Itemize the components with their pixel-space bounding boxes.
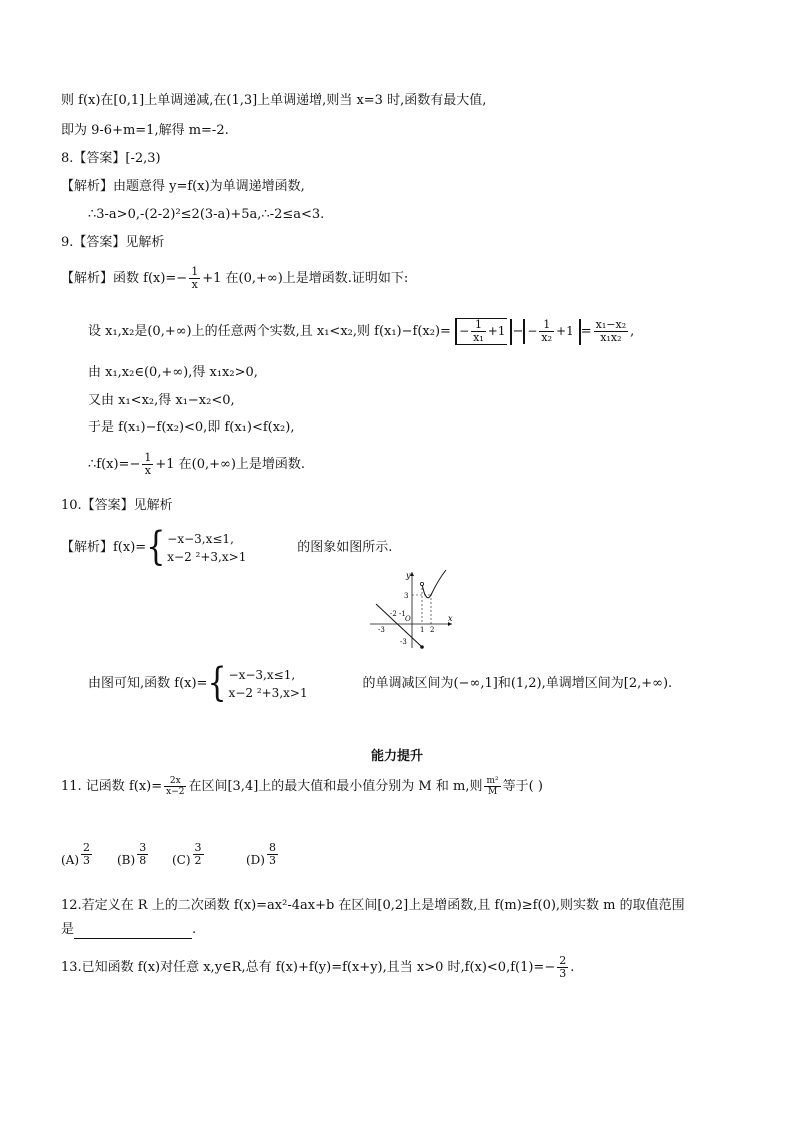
open-point xyxy=(420,582,423,585)
left-brace: { xyxy=(146,524,166,570)
q9-step-3: 又由 x₁<x₂,得 x₁−x₂<0, xyxy=(88,393,235,408)
x-label: x xyxy=(448,614,453,623)
q8-answer: 8.【答案】[-2,3) xyxy=(61,151,161,166)
q10-analysis: 【解析】f(x)={ −x−3,x≤1, x−2 ²+3,x>1 的图象如图所示. xyxy=(61,524,393,570)
q9-step-4: 于是 f(x₁)−f(x₂)<0,即 f(x₁)<f(x₂), xyxy=(88,420,295,435)
q12-stem: 12.若定义在 R 上的二次函数 f(x)=ax²-4ax+b 在区间[0,2]上是增函数,且 f(m)≥f(0),则实数 m 的取值范围 xyxy=(61,898,685,913)
tick-label: 2 xyxy=(430,626,435,634)
q9-step-1: 设 x₁,x₂是(0,+∞)上的任意两个实数,且 x₁<x₂,则 f(x₁)−f(x₂)= − $\frac{1}{\text{x₁}}$ +1 − − $\frac{1}{\text{x₂}}$ +1 = $\frac{\text{x₁−x₂}}{\text{x₁x₂}}$ , xyxy=(88,318,635,344)
q10-answer: 10.【答案】见解析 xyxy=(61,498,173,513)
option-c[interactable]: (C) $\frac{3}{2}$ xyxy=(172,841,202,867)
piecewise-function-graph xyxy=(364,568,456,650)
q9-step-5: ∴f(x)=− $\frac{1}{x}$ +1 在(0,+∞)上是增函数. xyxy=(88,451,306,477)
closed-point xyxy=(420,645,424,649)
text-line: 即为 9-6+m=1,解得 m=-2. xyxy=(61,123,229,138)
q9-answer: 9.【答案】见解析 xyxy=(61,235,165,250)
answer-blank[interactable] xyxy=(74,924,192,939)
fraction: $\frac{\text{x₁−x₂}}{\text{x₁x₂}}$ xyxy=(595,318,627,344)
left-brace: { xyxy=(207,660,227,706)
q9-analysis: 【解析】函数 f(x)=− $\frac{1}{x}$ +1 在(0,+∞)上是增函数.证明如下: xyxy=(61,265,409,291)
fraction: $\frac{1}{x}$ xyxy=(144,451,152,477)
q8-analysis: 【解析】由题意得 y=f(x)为单调递增函数, xyxy=(61,179,305,194)
q10-conclusion: 由图可知,函数 f(x)={ −x−3,x≤1, x−2 ²+3,x>1 的单调减区间为(−∞,1]和(1,2),单调增区间为[2,+∞). xyxy=(88,660,673,706)
parabola-branch xyxy=(422,570,446,598)
q11-stem: 11. 记函数 f(x)= $\frac{2x}{x-2}$ 在区间[3,4]上的最大值和最小值分别为 M 和 m,则 $\frac{\text{m²}}{M}$ 等于( ) xyxy=(61,776,543,797)
option-a[interactable]: (A) $\frac{2}{3}$ xyxy=(61,841,91,867)
option-b[interactable]: (B) $\frac{3}{8}$ xyxy=(117,841,147,867)
tick-label: -2 -1 xyxy=(390,610,406,618)
bracket-expr-2: − $\frac{1}{\text{x₂}}$ +1 xyxy=(523,319,575,344)
tick-label: -3 xyxy=(400,638,407,646)
y-label: y xyxy=(406,571,411,580)
origin-label: O xyxy=(405,615,411,623)
option-d[interactable]: (D) $\frac{8}{3}$ xyxy=(246,841,276,867)
q13-stem: 13.已知函数 f(x)对任意 x,y∈R,总有 f(x)+f(y)=f(x+y),且当 x>0 时,f(x)<0,f(1)=− $\frac{2}{3}$ . xyxy=(61,954,575,980)
tick-label: 1 xyxy=(420,626,425,634)
text-line: 则 f(x)在[0,1]上单调递减,在(1,3]上单调递增,则当 x=3 时,函数有最大值, xyxy=(61,93,487,108)
tick-label: 3 xyxy=(404,592,409,600)
section-title: 能力提升 xyxy=(370,749,423,764)
fraction: $\frac{1}{x}$ xyxy=(191,265,199,291)
q9-step-2: 由 x₁,x₂∈(0,+∞),得 x₁x₂>0, xyxy=(88,365,258,380)
q8-step: ∴3-a>0,-(2-2)²≤2(3-a)+5a,∴-2≤a<3. xyxy=(88,207,325,222)
bracket-expr-1: − $\frac{1}{\text{x₁}}$ +1 xyxy=(455,318,507,345)
q12-blank-line: 是 . xyxy=(61,922,197,937)
tick-label: -3 xyxy=(378,626,385,634)
